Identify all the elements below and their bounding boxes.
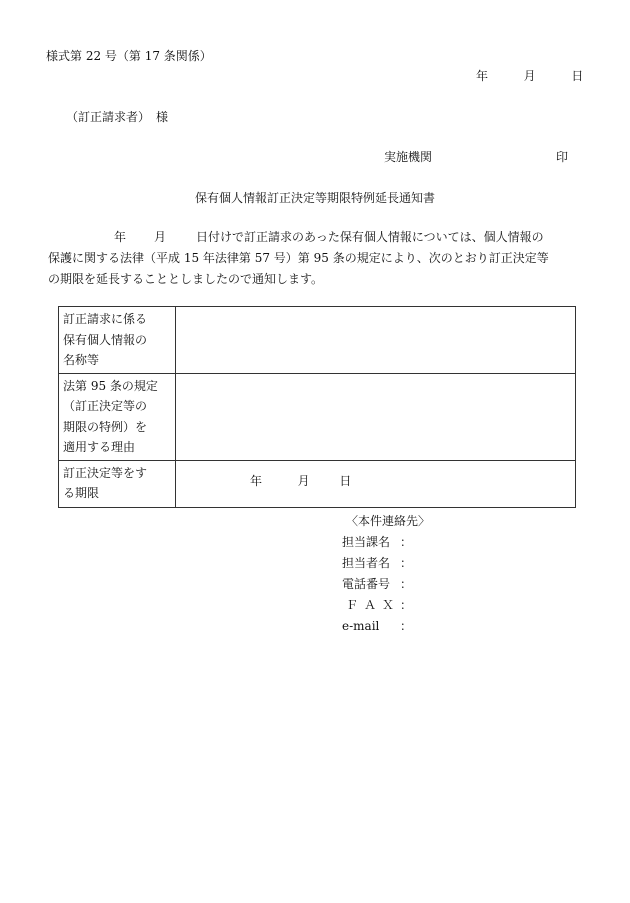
body-year: 年 (114, 230, 127, 244)
row-value-info-name (176, 307, 576, 374)
deadline-year: 年 (250, 473, 263, 488)
body-line-1-text: 日付けで訂正請求のあった保有個人情報については、個人情報の (196, 230, 544, 244)
date-day: 日 (571, 69, 584, 83)
contact-email: e-mail ： (342, 619, 413, 633)
table-row (59, 307, 576, 374)
contact-person: 担当者名 ： (342, 556, 413, 570)
contact-fax: ＦＡＸ： (346, 598, 413, 612)
seal-mark: 印 (556, 150, 569, 164)
row-label-info-name: 訂正請求に係る 保有個人情報の 名称等 (59, 307, 176, 374)
body-line-2: 保護に関する法律（平成 15 年法律第 57 号）第 95 条の規定により、次のとおり訂正決定等 (48, 251, 549, 265)
row-label-reason: 法第 95 条の規定 （訂正決定等の 期限の特例）を 適用する理由 (59, 373, 176, 460)
form-number: 様式第 22 号（第 17 条関係） (46, 49, 212, 63)
contact-title: 〈本件連絡先〉 (346, 514, 431, 528)
date-year: 年 (476, 69, 489, 83)
deadline-month: 月 (297, 473, 310, 488)
contact-block (342, 511, 430, 637)
body-paragraph (48, 227, 584, 290)
body-line-3: の期限を延長することとしましたので通知します。 (48, 272, 324, 286)
info-table (58, 306, 576, 508)
table-row (59, 373, 576, 460)
body-month: 月 (154, 230, 167, 244)
issuer-name: 実施機関 (384, 150, 433, 164)
row-label-deadline: 訂正決定等をす る期限 (59, 460, 176, 507)
body-line-1 (48, 227, 584, 248)
date-month: 月 (523, 69, 536, 83)
document-title: 保有個人情報訂正決定等期限特例延長通知書 (194, 191, 435, 205)
issue-date (476, 66, 583, 86)
table-row (59, 460, 576, 507)
contact-dept: 担当課名 ： (342, 535, 413, 549)
deadline-day: 日 (339, 473, 352, 488)
recipient-name: （訂正請求者） 様 (66, 110, 169, 124)
row-value-reason (176, 373, 576, 460)
contact-phone: 電話番号 ： (342, 577, 413, 591)
row-value-deadline (176, 460, 576, 507)
